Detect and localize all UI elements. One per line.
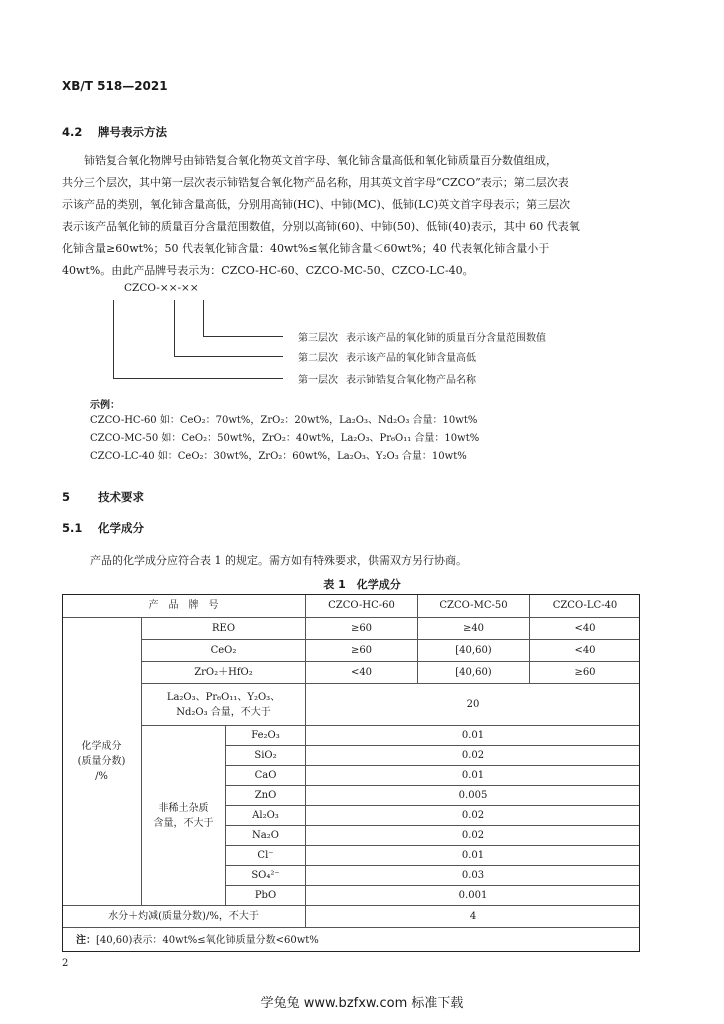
label-line: 化学成分: [81, 741, 122, 752]
paragraph-line: 铈锆复合氧化物牌号由铈锆复合氧化物英文首字母、氧化铈含量高低和氧化铈质量百分数值组成，: [84, 154, 557, 167]
column-header: CZCO-LC-40: [530, 594, 640, 618]
table-caption: 表 1 化学成分: [323, 578, 401, 591]
section-5-1-heading: [62, 520, 144, 536]
section-title: 技术要求: [98, 490, 144, 504]
paragraph-line: 示该产品的类别，氧化铈含量高低，分别用高铈(HC)、中铈(MC)、低铈(LC)英文首字母表示；第三层次: [62, 198, 571, 211]
table-cell: 0.02: [306, 826, 640, 846]
section-title: 牌号表示方法: [98, 125, 167, 139]
example-line: CZCO-MC-50 如：CeO₂：50wt%，ZrO₂：40wt%，La₂O₃、Pr₆O₁₁ 合量：10wt%: [90, 433, 480, 444]
row-label: Fe₂O₃: [226, 726, 306, 746]
section-number: 5.1: [62, 521, 83, 535]
row-label: Cl⁻: [226, 846, 306, 866]
site-footer: 学兔兔 www.bzfxw.com 标准下载: [260, 996, 464, 1011]
example-line: CZCO-LC-40 如：CeO₂：30wt%，ZrO₂：60wt%，La₂O₃、Y₂O₃ 合量：10wt%: [90, 451, 467, 462]
connector-line-level-3: [203, 300, 204, 336]
page-number: 2: [62, 958, 69, 969]
table-cell: 0.01: [306, 766, 640, 786]
table-cell: 20: [306, 684, 640, 726]
table-cell: <40: [530, 618, 640, 640]
diagram-label-level-3: [298, 329, 546, 344]
table-cell: 0.001: [306, 886, 640, 906]
diagram-label-level-1: [298, 371, 476, 386]
table-cell: ≥60: [306, 640, 418, 662]
row-label: Al₂O₃: [226, 806, 306, 826]
row-label-moisture: 水分＋灼减(质量分数)/%，不大于: [62, 906, 306, 928]
table-cell: <40: [530, 640, 640, 662]
connector-line-level-1: [113, 300, 114, 378]
table-cell: 0.02: [306, 746, 640, 766]
group-label-impurities: [142, 726, 226, 906]
connector-arrow-level-2: [174, 356, 283, 357]
example-line: CZCO-HC-60 如：CeO₂：70wt%，ZrO₂：20wt%，La₂O₃、Nd₂O₃ 合量：10wt%: [90, 415, 478, 426]
table-note: [62, 928, 640, 952]
diagram-label-level-2: [298, 349, 476, 364]
level-description: 表示该产品的氧化铈的质量百分含量范围数值: [346, 333, 546, 344]
note-label: 注：: [76, 934, 96, 946]
paragraph-line: 化铈含量≥60wt%；50 代表氧化铈含量：40wt%≤氧化铈含量＜60wt%；40 代表氧化铈含量小于: [62, 242, 550, 255]
row-label-rare-earth: [142, 684, 306, 726]
table-cell: 0.005: [306, 786, 640, 806]
section-title: 化学成分: [98, 521, 144, 535]
label-line: La₂O₃、Pr₆O₁₁、Y₂O₃、: [166, 691, 281, 703]
paragraph-line: 表示该产品氧化铈的质量百分含量范围数值，分别以高铈(60)、中铈(50)、低铈(40)表示，其中 60 代表氧: [62, 220, 580, 233]
row-label: CeO₂: [142, 640, 306, 662]
section-4-2-heading: [62, 124, 167, 140]
paragraph-line: 共分三个层次，其中第一层次表示铈锆复合氧化物产品名称，用其英文首字母“CZCO”表示；第二层次表: [62, 176, 569, 189]
row-label: REO: [142, 618, 306, 640]
row-label: CaO: [226, 766, 306, 786]
table-cell: ≥60: [306, 618, 418, 640]
examples-title: 示例：: [90, 400, 120, 411]
connector-arrow-level-3: [203, 336, 283, 337]
column-header: CZCO-MC-50: [418, 594, 530, 618]
label-line: Nd₂O₃ 合量，不大于: [176, 706, 271, 718]
note-text: [40,60)表示：40wt%≤氧化铈质量分数<60wt%: [96, 934, 319, 946]
connector-line-level-2: [174, 300, 175, 356]
table-cell: ≥60: [530, 662, 640, 684]
group-label-chemical-composition: [62, 618, 142, 906]
level-description: 表示铈锆复合氧化物产品名称: [346, 375, 476, 386]
level-name: 第二层次: [298, 353, 338, 364]
table-cell: 0.01: [306, 846, 640, 866]
column-header: CZCO-HC-60: [306, 594, 418, 618]
row-label: SiO₂: [226, 746, 306, 766]
standard-code-header: XB/T 518—2021: [62, 79, 168, 93]
row-label: Na₂O: [226, 826, 306, 846]
table-cell: [40,60): [418, 640, 530, 662]
grade-code-pattern: CZCO-××-××: [124, 282, 199, 294]
section-number: 4.2: [62, 125, 83, 139]
column-header-grade: 产 品 牌 号: [62, 594, 306, 618]
section-5-heading: [62, 489, 144, 505]
paragraph-line: 40wt%。由此产品牌号表示为：CZCO-HC-60、CZCO-MC-50、CZCO-LC-40。: [62, 264, 474, 277]
label-line: (质量分数): [77, 756, 126, 767]
level-name: 第一层次: [298, 375, 338, 386]
table-cell: ≥40: [418, 618, 530, 640]
chemical-composition-table: [62, 594, 640, 952]
level-description: 表示该产品的氧化铈含量高低: [346, 353, 476, 364]
row-label: SO₄²⁻: [226, 866, 306, 886]
label-line: 非稀土杂质: [158, 802, 209, 814]
section-number: 5: [62, 490, 71, 504]
label-line: /%: [95, 771, 108, 782]
row-label: ZrO₂＋HfO₂: [142, 662, 306, 684]
section-4-2-paragraph: [62, 150, 668, 282]
table-cell: <40: [306, 662, 418, 684]
level-name: 第三层次: [298, 333, 338, 344]
table-cell: 0.02: [306, 806, 640, 826]
table-cell: 4: [306, 906, 640, 928]
table-cell: 0.01: [306, 726, 640, 746]
table-cell: [40,60): [418, 662, 530, 684]
row-label: ZnO: [226, 786, 306, 806]
connector-arrow-level-1: [113, 378, 283, 379]
section-5-1-text: 产品的化学成分应符合表 1 的规定。需方如有特殊要求，供需双方另行协商。: [90, 554, 467, 567]
label-line: 含量，不大于: [153, 817, 214, 829]
table-cell: 0.03: [306, 866, 640, 886]
row-label: PbO: [226, 886, 306, 906]
